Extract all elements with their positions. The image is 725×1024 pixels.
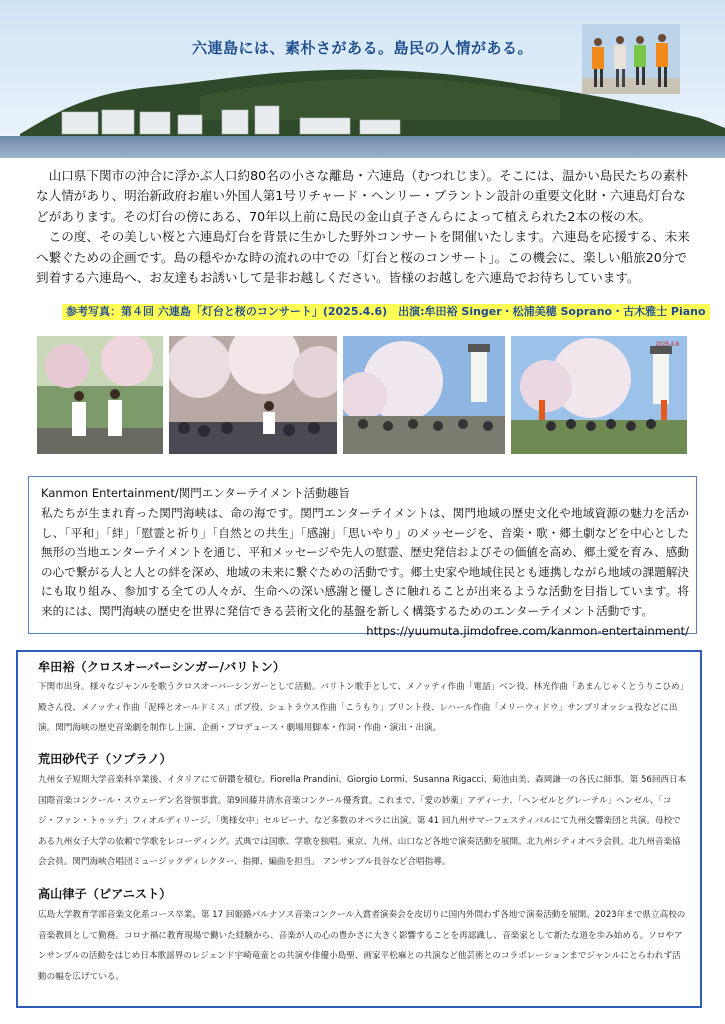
people-photo-inset bbox=[582, 24, 680, 94]
intro-paragraph-1: 山口県下関市の沖合に浮かぶ人口約80名の小さな離島・六連島（むつれじま）。そこには、温かい島民たちの素朴な人情があり、明治新政府お雇い外国人第1号リチャード・ヘンリー・ブラントン設計の重要文化財・六連島灯台などがあります。その灯台の傍にある、70年以上前に島民の金山貞子さんらによって植えられた2本の桜の木。 bbox=[36, 168, 689, 224]
concert-photo-group bbox=[511, 336, 687, 454]
concert-photo-audience bbox=[169, 336, 337, 454]
hero-photo bbox=[0, 0, 725, 158]
activity-title: Kanmon Entertainment/関門エンターテイメント活動趣旨 bbox=[41, 486, 350, 500]
photo-date-stamp: 2025.4.6 bbox=[655, 342, 679, 348]
intro-paragraph-2: この度、その美しい桜と六連島灯台を背景に生かした野外コンサートを開催いたします。六連島を応援する、未来へ繋ぐための企画です。島の穏やかな時の流れの中での「灯台と桜のコンサート」。この機会に、楽しい船旅20分で到着する六連島へ、お友達もお誘いして是非お越しください。皆様のお越しを六連島でお待ちしています。 bbox=[36, 229, 690, 286]
activity-url-link[interactable]: https://yuumuta.jimdofree.com/kanmon-entertainment/ bbox=[366, 623, 689, 638]
performer-bio-takayama: 広島大学教育学部音楽文化系コース卒業。第 17 回姫路パルナソス音楽コンクール入賞者演奏会を皮切りに国内外問わず各地で演奏活動を展開。2023年まで県立高校の音楽教員として勤務。コロナ禍に教育現場で働いた経験から、音楽が人の心の豊かさに大きく影響することを再認識し、音楽家として新たな道を歩み始める。ソロやアンサンブルの活動をはじめ日本歌謡界のレジェンド宇崎竜童との共演や俳優小島聖、画家平松麻との共演など他芸術とのコラボレーションまでジャンルにとらわれず活動の幅を広げている。 bbox=[38, 910, 686, 982]
performer-bio-arata: 九州女子短期大学音楽科卒業後、イタリアにて研鑽を積む。Fiorella Prandini、Giorgio Lormi、Susanna Rigacci、菊池由美、森岡謙一の各氏に師事。第 56回西日本国際音楽コンクール・スウェーデン名誉領事賞。第9回藤井清水音楽コンクール優秀賞。これまで、「愛の妙薬」アディーナ、「ヘンゼルとグレーテル」ヘンゼル、「コジ・ファン・トゥッテ」フィオルディリージ、「奥様女中」セルピーナ、など多数のオペラに出演。第 41 回九州サマーフェスティバルにて九州交響楽団と共演。母校である九州女子大学の依頼で学歌をレコーディング。式典では国歌、学歌を独唱。東京、九州、山口など各地で演奏活動を展開。北九州シティオペラ会員。北九州音楽協会会員。関門海峡合唱団ミュージックディレクター、指揮、編曲を担当。 アンサンブル長谷など合唱指導。 bbox=[38, 775, 687, 867]
performer-name-arata: 荒田砂代子（ソプラノ） bbox=[38, 752, 172, 766]
photo-caption: 参考写真：第４回 六連島「灯台と桜のコンサート」(2025.4.6) 出演:牟田裕 Singer・松浦美穂 Soprano・古木雅士 Piano bbox=[62, 304, 710, 320]
performer-name-muta: 牟田裕（クロスオーバーシンガー/バリトン） bbox=[38, 660, 286, 674]
island-panorama-image bbox=[0, 0, 725, 158]
performer-name-takayama: 高山律子（ピアニスト） bbox=[38, 887, 172, 901]
hero-tagline: 六連島には、素朴さがある。島民の人情がある。 bbox=[191, 39, 533, 57]
performer-profiles-box bbox=[16, 650, 702, 1008]
activity-description: 私たちが生まれ育った関門海峡は、命の海です。関門エンターテイメントは、関門地域の歴史文化や地域資源の魅力を活かし、「平和」「絆」「慰霊と祈り」「自然との共生」「感謝」「思いやり」のメッセージを、音楽・歌・郷土劇などを中心とした無形の当地エンターテイメントを通じ、平和メッセージや先人の慰霊、歴史発信およびその価値を高め、郷土愛を育み、感動の心で繋がる人と人との絆を深め、地域の未来に繋ぐための活動です。郷土史家や地域住民とも連携しながら地域の課題解決にも取り組み、参加する全ての人々が、生命への深い感謝と優しさに触れることが出来るような活動を目指しています。将来的には、関門海峡の歴史を世界に発信できる芸術文化的基盤を新しく構築するためのエンターテイメント活動です。 bbox=[41, 506, 689, 618]
activity-purpose-box bbox=[28, 476, 697, 638]
intro-text bbox=[36, 166, 692, 288]
concert-photo-singers bbox=[37, 336, 163, 454]
concert-photo-lighthouse bbox=[343, 336, 505, 454]
activity-body bbox=[41, 504, 689, 641]
performer-bio-muta: 下関市出身。様々なジャンルを歌うクロスオーバーシンガーとして活動。バリトン歌手として、メノッティ作曲「電話」ベン役、林光作曲「あまんじゃくとうりこひめ」殿さん役、メノッティ作曲「泥棒とオールドミス」ボブ役、シュトラウス作曲「こうもり」ブリント役、レハール作曲「メリーウィドウ」サンブリオッシュ役などに出演。関門海峡の歴史音楽劇を制作し上演、企画・プロデュース・劇場用脚本・作詞・作曲・演出・出演。 bbox=[38, 682, 684, 733]
concert-photo-strip bbox=[37, 336, 687, 456]
